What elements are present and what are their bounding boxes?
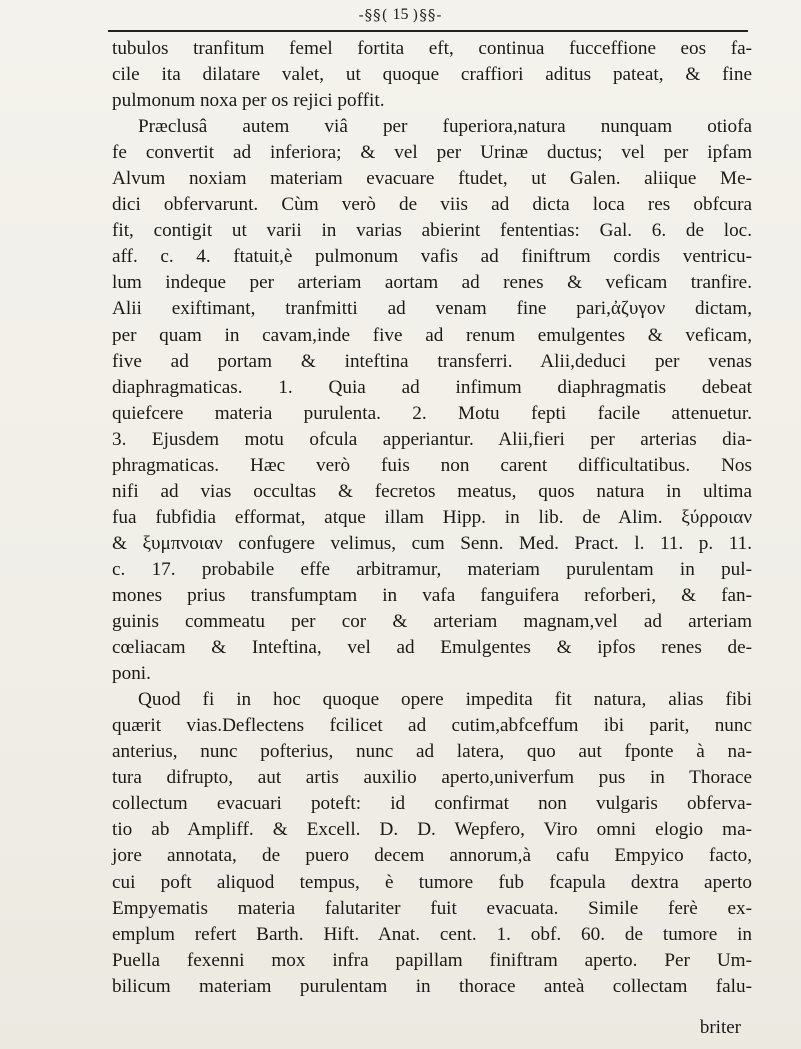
text-line: poni. [112,663,151,685]
text-line: cui poft aliquod tempus, è tumore fub fcapula dextra aperto [112,871,752,893]
text-line: Præclusâ autem viâ per fuperiora,natura nunquam otiofa [138,116,752,138]
text-line: fit, contigit ut varii in varias abierint fententias: Gal. 6. de loc. [112,220,752,242]
text-line: nifi ad vias occultas & fecretos meatus, quos natura in ultima [112,480,752,502]
ornament-right: )§§- [412,5,443,24]
text-line: five ad portam & inteftina transferri. Alii,deduci per venas [112,350,752,372]
text-line: Alii exiftimant, tranfmitti ad venam fine pari,ἀζυγον dictam, [112,298,752,320]
text-line: mones prius transfumptam in vafa fanguifera reforberi, & fan- [112,584,752,606]
text-line: phragmaticas. Hæc verò fuis non carent difficultatibus. Nos [112,454,752,476]
text-line: collectum evacuari poteft: id confirmat non vulgaris obferva- [112,793,752,815]
text-line: tubulos tranfitum femel fortita eft, continua fucceffione eos fa- [112,38,752,59]
text-line: quærit vias.Deflectens fcilicet ad cutim,abfceffum ibi parit, nunc [112,715,752,737]
text-line: tura difrupto, aut artis auxilio aperto,univerfum pus in Thorace [112,767,752,789]
text-line: cœliacam & Inteftina, vel ad Emulgentes & ipfos renes de- [112,637,752,659]
text-line: fe convertit ad inferiora; & vel per Urinæ ductus; vel per ipfam [112,142,752,164]
body-text [112,36,752,1000]
text-line: anterius, nunc pofterius, nunc ad latera, quo aut fponte à na- [112,741,752,763]
ornament-left: -§§( [358,5,389,24]
text-line: dici obfervarunt. Cùm verò de viis ad dicta loca res obfcura [112,194,752,216]
text-line: & ξυμπνοιαν confugere velimus, cum Senn. Med. Pract. l. 11. p. 11. [112,532,752,554]
text-line: per quam in cavam,inde five ad renum emulgentes & veficam, [112,324,752,346]
text-line: pulmonum noxa per os rejici poffit. [112,90,385,112]
header-rule [108,30,748,32]
text-line: guinis commeatu per cor & arteriam magnam,vel ad arteriam [112,611,752,633]
text-line: tio ab Ampliff. & Excell. D. D. Wepfero, Viro omni elogio ma- [112,819,752,841]
text-line: 3. Ejusdem motu ofcula apperiantur. Alii,fieri per arterias dia- [112,428,752,450]
text-line: jore annotata, de puero decem annorum,à cafu Empyico facto, [112,845,752,867]
text-line: cile ita dilatare valet, ut quoque craffiori aditus pateat, & fine [112,64,752,86]
text-line: Quod fi in hoc quoque opere impedita fit natura, alias fibi [138,689,752,711]
text-line: Alvum noxiam materiam evacuare ftudet, ut Galen. aliique Me- [112,168,752,190]
text-line: c. 17. probabile effe arbitramur, materiam purulentam in pul- [112,558,752,580]
page-number: 15 [392,5,409,23]
text-line: diaphragmaticas. 1. Quia ad infimum diaphragmatis debeat [112,376,752,398]
text-line: bilicum materiam purulentam in thorace anteà collectam falu- [112,975,752,997]
text-line: aff. c. 4. ftatuit,è pulmonum vafis ad finiftrum cordis ventricu- [112,246,752,268]
text-line: fua fubfidia efformat, atque illam Hipp. in lib. de Alim. ξύρροιαν [112,506,752,528]
text-line: Empyematis materia falutariter fuit evacuata. Simile ferè ex- [112,897,752,919]
catchword: briter [699,1017,741,1038]
text-line: quiefcere materia purulenta. 2. Motu fepti facile attenuetur. [112,402,752,424]
text-line: lum indeque per arteriam aortam ad renes & veficam tranfire. [112,272,752,294]
page-header [0,4,801,30]
text-line: Puella fexenni mox infra papillam finiftram aperto. Per Um- [112,949,752,971]
text-line: emplum refert Barth. Hift. Anat. cent. 1. obf. 60. de tumore in [112,923,752,945]
